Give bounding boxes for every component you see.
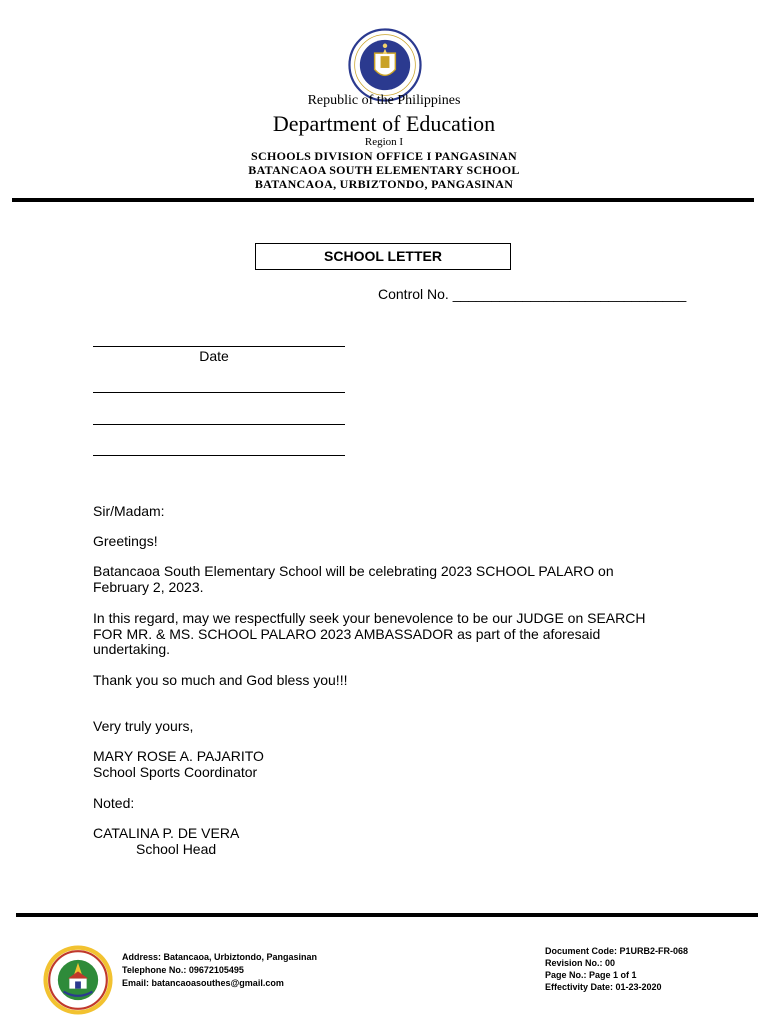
footer-email: Email: batancaoasouthes@gmail.com	[122, 978, 284, 988]
header-divider	[12, 198, 754, 202]
signer-2-title: School Head	[136, 841, 217, 857]
document-code: Document Code: P1URB2-FR-068	[545, 946, 689, 956]
paragraph-2-line-3: undertaking.	[93, 641, 171, 657]
school-location-line: BATANCAOA, URBIZTONDO, PANGASINAN	[254, 177, 514, 191]
letter-title: SCHOOL LETTER	[255, 243, 511, 270]
date-label: Date	[199, 348, 229, 364]
greeting: Greetings!	[93, 533, 158, 549]
school-name-line: BATANCAOA SOUTH ELEMENTARY SCHOOL	[248, 163, 520, 177]
paragraph-2-line-2: FOR MR. & MS. SCHOOL PALARO 2023 AMBASSADOR as part of the aforesaid	[93, 626, 601, 642]
effectivity-date: Effectivity Date: 01-23-2020	[545, 982, 662, 992]
date-blank-line	[93, 346, 345, 347]
signer-1-title: School Sports Coordinator	[93, 764, 258, 780]
signer-2-name: CATALINA P. DE VERA	[93, 825, 240, 841]
paragraph-2-line-1: In this regard, may we respectfully seek your benevolence to be our JUDGE on SEARCH	[93, 610, 646, 626]
footer-contact-block	[122, 951, 317, 990]
deped-seal-logo	[348, 28, 422, 102]
footer-divider	[16, 913, 758, 917]
footer-telephone: Telephone No.: 09672105495	[122, 965, 244, 975]
recipient-blank-line-3	[93, 455, 345, 456]
division-line: SCHOOLS DIVISION OFFICE I PANGASINAN	[251, 149, 517, 163]
region-line: Region I	[364, 136, 404, 148]
control-number-label: Control No. ______________________________	[378, 286, 687, 302]
recipient-blank-line-2	[93, 424, 345, 425]
closing-line: Very truly yours,	[93, 718, 194, 734]
republic-line: Republic of the Philippines	[307, 93, 461, 108]
department-title: Department of Education	[272, 111, 496, 136]
paragraph-1-line-1: Batancaoa South Elementary School will be celebrating 2023 SCHOOL PALARO on	[93, 563, 614, 579]
page-number: Page No.: Page 1 of 1	[545, 970, 637, 980]
noted-label: Noted:	[93, 795, 135, 811]
signer-1-name: MARY ROSE A. PAJARITO	[93, 748, 264, 764]
footer-document-info	[545, 945, 688, 993]
recipient-blank-line-1	[93, 392, 345, 393]
salutation: Sir/Madam:	[93, 503, 165, 519]
paragraph-1-line-2: February 2, 2023.	[93, 579, 204, 595]
footer-address: Address: Batancaoa, Urbiztondo, Pangasinan	[122, 952, 318, 962]
thanks-line: Thank you so much and God bless you!!!	[93, 672, 348, 688]
revision-number: Revision No.: 00	[545, 958, 616, 968]
school-logo	[42, 944, 114, 1016]
